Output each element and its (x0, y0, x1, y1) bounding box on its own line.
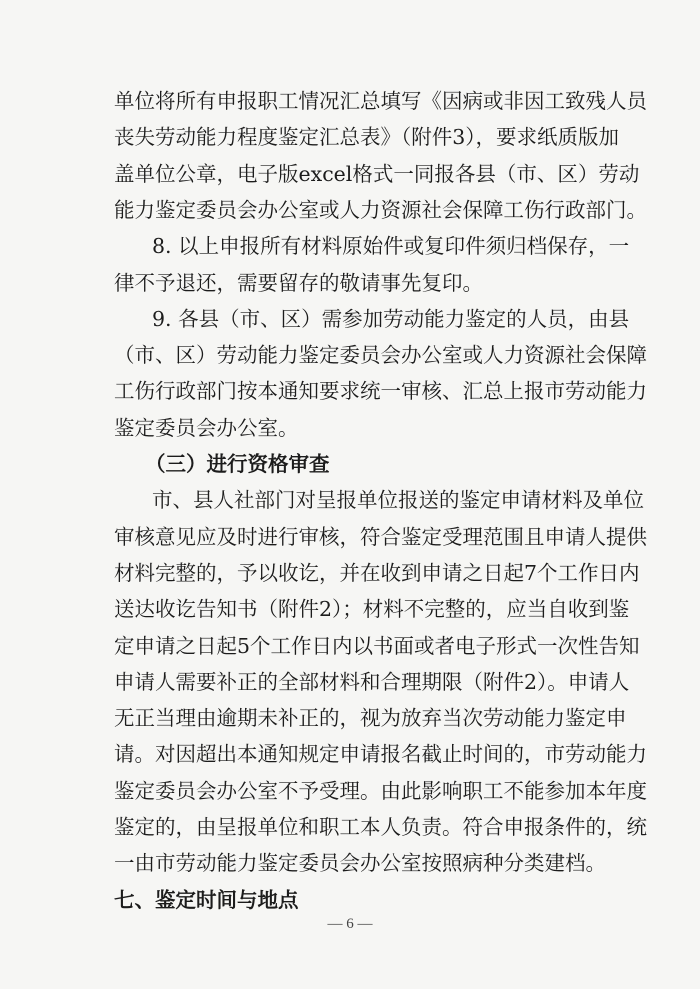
paragraph-line: 鉴定的，由呈报单位和职工本人负责。符合申报条件的，统 (114, 815, 647, 839)
section-heading: （三）进行资格审查 (145, 452, 330, 476)
page-number: — 6 — (327, 916, 373, 932)
paragraph-line: 材料完整的，予以收讫，并在收到申请之日起7个工作日内 (114, 560, 640, 585)
paragraph-line: 请。对因超出本通知规定申请报名截止时间的，市劳动能力 (114, 742, 647, 767)
paragraph-line: 单位将所有申报职工情况汇总填写《因病或非因工致残人员 (114, 89, 647, 113)
paragraph-line: 能力鉴定委员会办公室或人力资源社会保障工伤行政部门。 (114, 197, 647, 222)
paragraph-line: 无正当理由逾期未补正的，视为放弃当次劳动能力鉴定申 (114, 706, 627, 731)
section-heading: 七、鉴定时间与地点 (114, 887, 299, 912)
paragraph-line: 工伤行政部门按本通知要求统一审核、汇总上报市劳动能力 (114, 379, 647, 404)
paragraph-line: 鉴定委员会办公室不予受理。由此影响职工不能参加本年度 (114, 778, 647, 803)
paragraph-line: 8. 以上申报所有材料原始件或复印件须归档保存，一 (152, 234, 630, 259)
paragraph-line: 审核意见应及时进行审核，符合鉴定受理范围且申请人提供 (114, 524, 647, 549)
paragraph-line: 申请人需要补正的全部材料和合理期限（附件2）。申请人 (114, 669, 630, 694)
paragraph-line: 定申请之日起5个工作日内以书面或者电子形式一次性告知 (114, 633, 640, 658)
paragraph-line: 鉴定委员会办公室。 (114, 415, 299, 440)
paragraph-line: 丧失劳动能力程度鉴定汇总表》（附件3），要求纸质版加 (114, 125, 620, 150)
paragraph-line: 一由市劳动能力鉴定委员会办公室按照病种分类建档。 (114, 851, 606, 876)
paragraph-line: 送达收讫告知书（附件2）；材料不完整的，应当自收到鉴 (114, 597, 630, 622)
paragraph-line: 9. 各县（市、区）需参加劳动能力鉴定的人员，由县 (152, 306, 630, 331)
paragraph-line: （市、区）劳动能力鉴定委员会办公室或人力资源社会保障 (114, 343, 647, 368)
paragraph-line: 市、县人社部门对呈报单位报送的鉴定申请材料及单位 (152, 488, 644, 513)
paragraph-line: 律不予退还，需要留存的敬请事先复印。 (114, 270, 483, 295)
paragraph-line: 盖单位公章，电子版excel格式一同报各县（市、区）劳动 (114, 161, 640, 186)
